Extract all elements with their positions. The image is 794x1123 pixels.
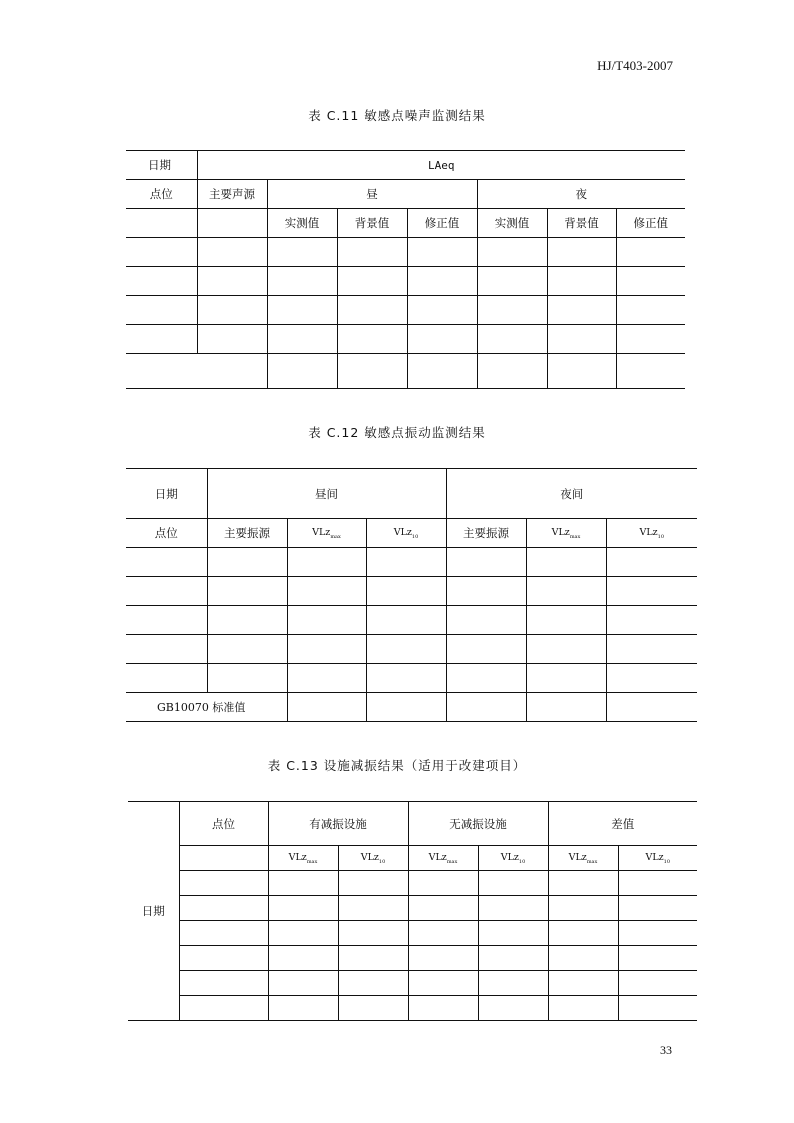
table-row	[126, 548, 697, 577]
laeq-label: LAeq	[197, 151, 685, 180]
vlz-10-header: VLz$_{10}$	[478, 846, 548, 871]
date-label: 日期	[126, 469, 207, 519]
vlz-10-header: VLz$_{10}$	[366, 519, 446, 548]
day-source-label: 主要振源	[207, 519, 287, 548]
day-label: 昼	[267, 180, 477, 209]
table-row	[126, 664, 697, 693]
table-row	[128, 996, 697, 1021]
table-row	[126, 577, 697, 606]
table-row	[126, 635, 697, 664]
page-number: 33	[660, 1043, 672, 1057]
vlz-max-header: VLz$_{max}$	[526, 519, 606, 548]
table-c12	[126, 468, 697, 722]
source-label: 主要声源	[197, 180, 267, 209]
day-label: 昼间	[207, 469, 446, 519]
table-row	[126, 325, 685, 354]
difference-label: 差值	[548, 802, 697, 846]
table-c13-caption: 表 C.13 设施减振结果（适用于改建项目）	[267, 758, 527, 773]
table-row	[128, 946, 697, 971]
sub-header: 背景值	[337, 209, 407, 238]
vlz-max-header: VLz$_{max}$	[548, 846, 618, 871]
table-row	[126, 606, 697, 635]
vlz-10-header: VLz$_{10}$	[618, 846, 697, 871]
date-label: 日期	[128, 802, 179, 1021]
standard-label: GB10070 标准值	[126, 693, 287, 722]
vlz-max-header: VLz$_{max}$	[268, 846, 338, 871]
sub-header: 背景值	[547, 209, 616, 238]
sub-header: 实测值	[267, 209, 337, 238]
vlz-10-header: VLz$_{10}$	[606, 519, 697, 548]
sub-header: 修正值	[407, 209, 477, 238]
with-damping-label: 有减振设施	[268, 802, 408, 846]
vlz-10-header: VLz$_{10}$	[338, 846, 408, 871]
table-row	[126, 354, 685, 389]
table-c11	[126, 150, 685, 389]
table-row	[128, 971, 697, 996]
without-damping-label: 无减振设施	[408, 802, 548, 846]
table-row	[128, 921, 697, 946]
table-row	[126, 238, 685, 267]
vlz-max-header: VLz$_{max}$	[408, 846, 478, 871]
table-row	[128, 896, 697, 921]
night-source-label: 主要振源	[446, 519, 526, 548]
sub-header: 修正值	[616, 209, 685, 238]
point-label: 点位	[126, 180, 197, 209]
empty-cell	[179, 846, 268, 871]
vlz-max-header: VLz$_{max}$	[287, 519, 366, 548]
table-row	[128, 871, 697, 896]
night-label: 夜间	[446, 469, 697, 519]
point-label: 点位	[126, 519, 207, 548]
empty-cell	[126, 209, 197, 238]
point-label: 点位	[179, 802, 268, 846]
document-code: HJ/T403-2007	[597, 58, 673, 73]
table-row	[126, 296, 685, 325]
date-label: 日期	[126, 151, 197, 180]
table-c11-caption: 表 C.11 敏感点噪声监测结果	[308, 108, 486, 123]
table-row	[126, 267, 685, 296]
table-c13	[128, 801, 697, 1021]
table-c12-caption: 表 C.12 敏感点振动监测结果	[308, 425, 486, 440]
sub-header: 实测值	[477, 209, 547, 238]
empty-cell	[197, 209, 267, 238]
night-label: 夜	[477, 180, 685, 209]
